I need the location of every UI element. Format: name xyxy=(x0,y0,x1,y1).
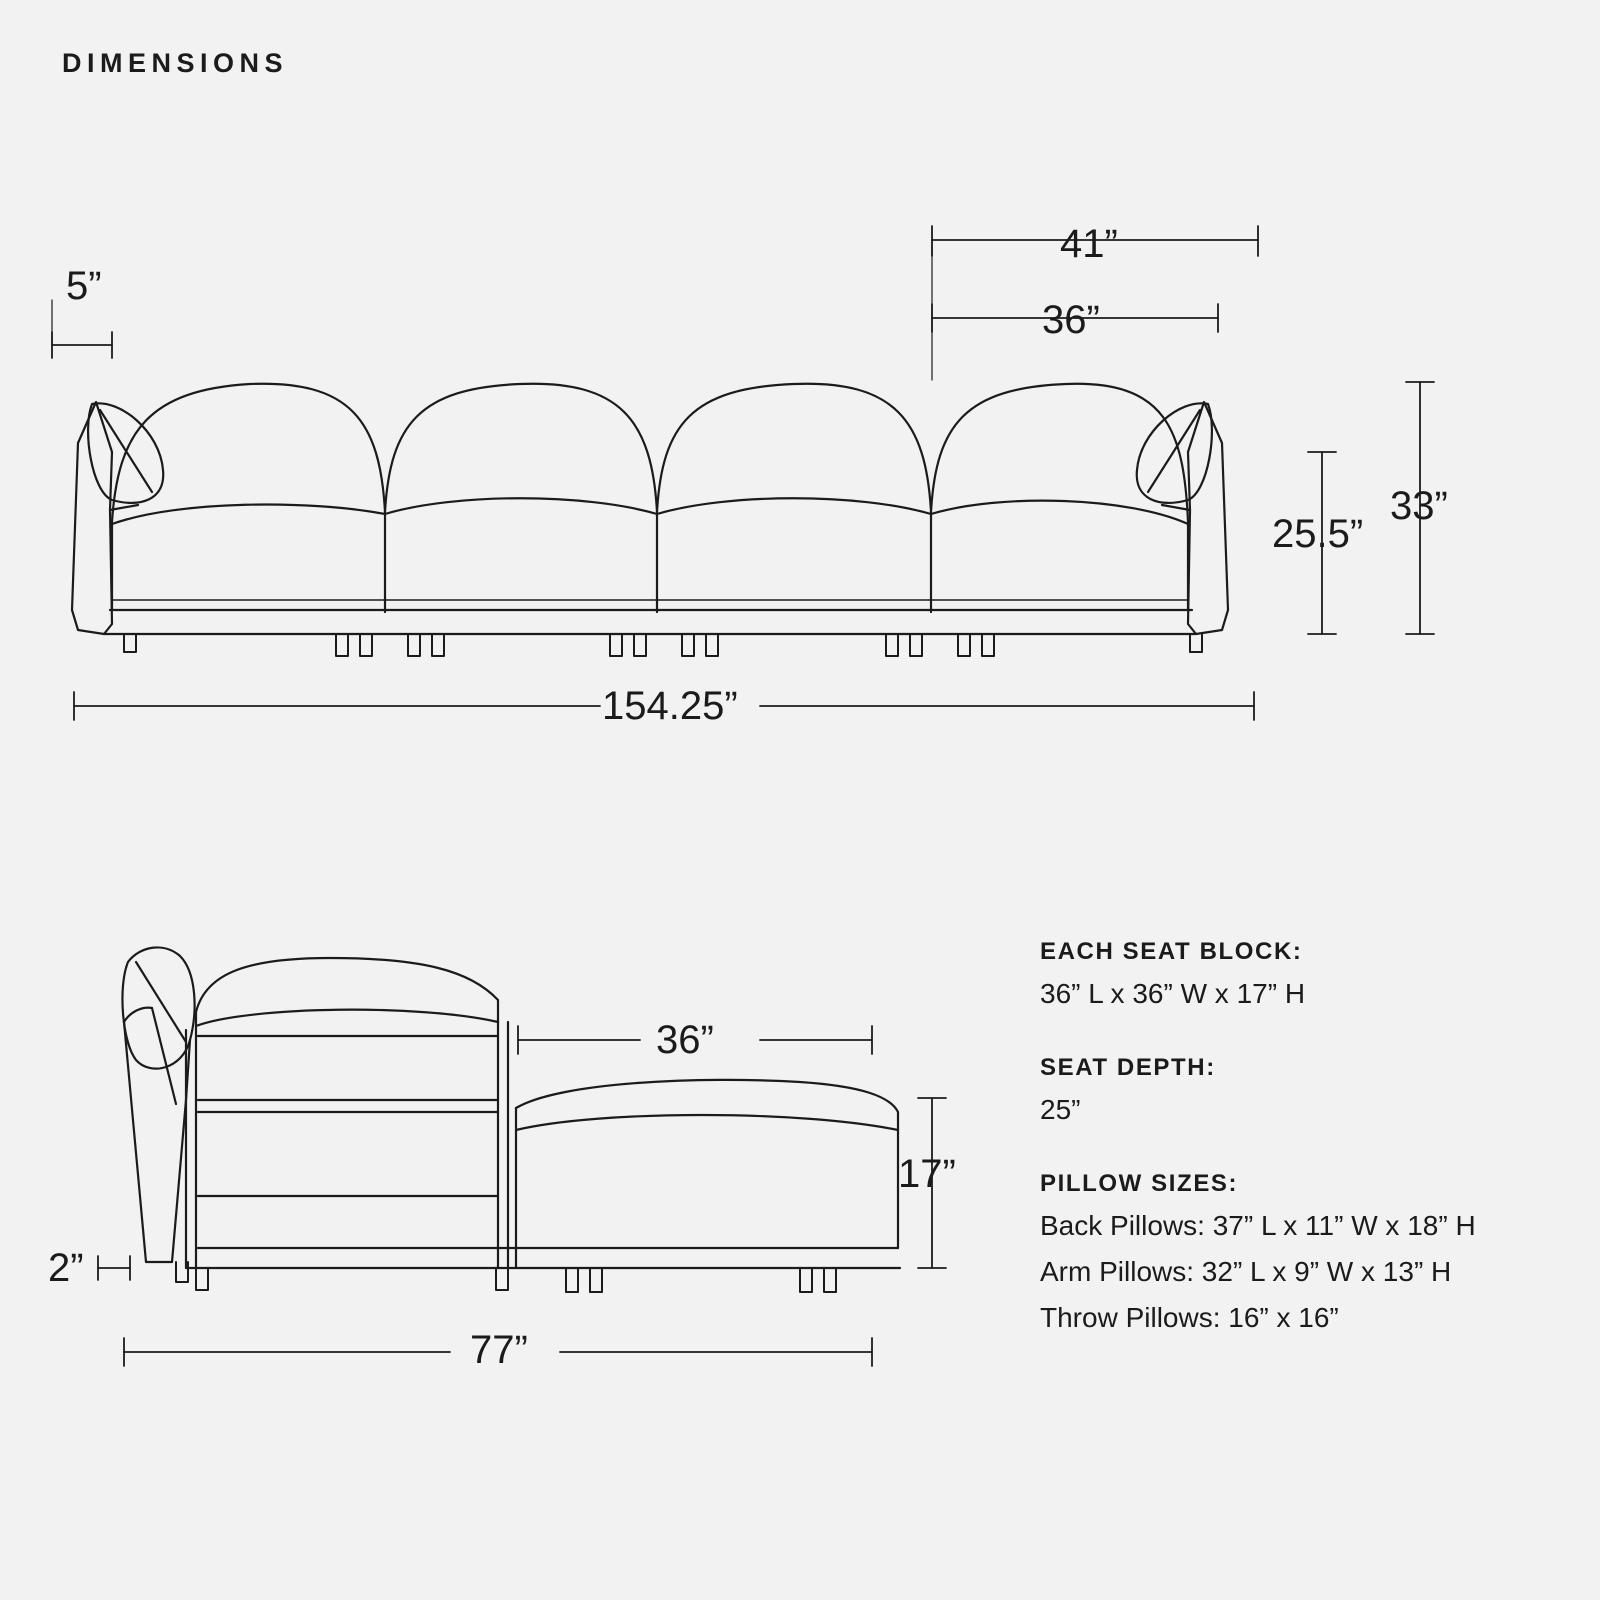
dim-label-module-outer: 41” xyxy=(1060,222,1118,266)
dim-label-overall-height: 33” xyxy=(1390,484,1448,528)
spec-heading-seat-depth: SEAT DEPTH: xyxy=(1040,1054,1216,1081)
spec-line-arm-pillows: Arm Pillows: 32” L x 9” W x 13” H xyxy=(1040,1256,1452,1287)
dim-label-arm-width: 5” xyxy=(66,264,102,308)
spec-heading-pillow-sizes: PILLOW SIZES: xyxy=(1040,1170,1239,1197)
spec-heading-seat-block: EACH SEAT BLOCK: xyxy=(1040,938,1303,965)
dim-label-overall-depth: 77” xyxy=(470,1328,528,1372)
specifications-panel xyxy=(1040,938,1560,1348)
spec-group-pillow-sizes xyxy=(1040,1170,1560,1334)
spec-line-seat-depth-value: 25” xyxy=(1040,1094,1081,1125)
dim-label-foot-height: 2” xyxy=(48,1246,84,1290)
dim-label-seat-height: 17” xyxy=(898,1152,956,1196)
spec-line-back-pillows: Back Pillows: 37” L x 11” W x 18” H xyxy=(1040,1210,1476,1241)
spec-line-throw-pillows: Throw Pillows: 16” x 16” xyxy=(1040,1302,1339,1333)
spec-group-seat-depth xyxy=(1040,1054,1560,1126)
dim-label-module-inner: 36” xyxy=(1042,298,1100,342)
side-elevation-sofa xyxy=(122,947,900,1292)
dim-label-ottoman-depth: 36” xyxy=(656,1018,714,1062)
front-dimension-lines xyxy=(52,226,1434,720)
front-elevation-sofa xyxy=(72,384,1228,656)
page-title: DIMENSIONS xyxy=(62,48,289,78)
spec-group-seat-block xyxy=(1040,938,1560,1010)
dim-label-seat-back-height: 25.5” xyxy=(1272,512,1364,556)
side-dimension-lines xyxy=(98,1026,946,1366)
dim-label-overall-width: 154.25” xyxy=(602,684,738,728)
spec-line-seat-block-size: 36” L x 36” W x 17” H xyxy=(1040,978,1306,1009)
